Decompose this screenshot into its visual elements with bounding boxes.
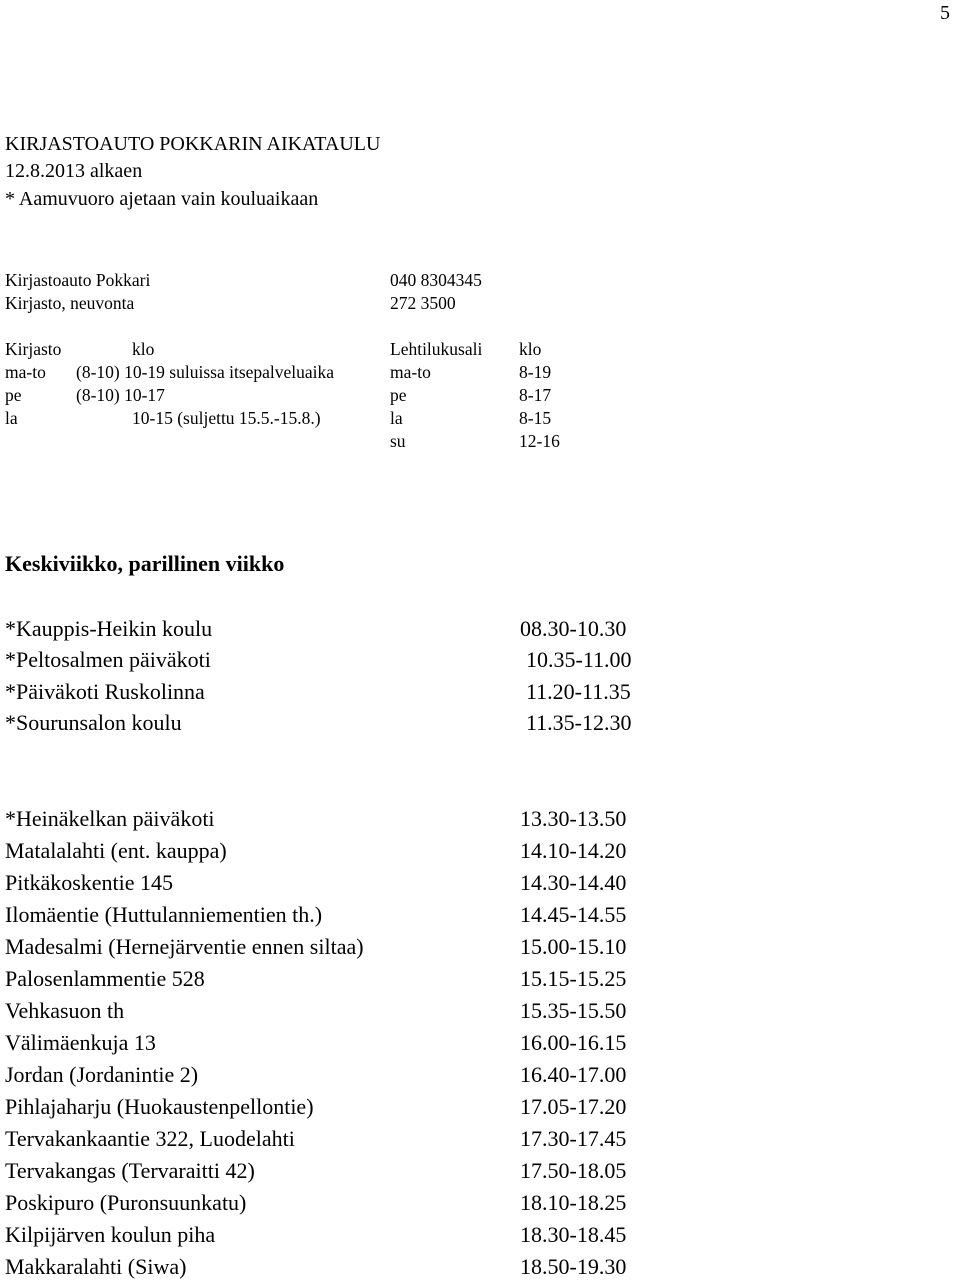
library-hours-day: pe <box>5 385 22 405</box>
stop-time: 15.00-15.10 <box>520 934 627 959</box>
stop-time: 17.05-17.20 <box>520 1094 627 1119</box>
reading-room-day: su <box>390 431 406 451</box>
library-hours-time: (8-10) 10-17 <box>76 385 165 405</box>
stop-place: Välimäenkuja 13 <box>5 1030 156 1055</box>
reading-room-day: pe <box>390 385 407 405</box>
stop-time: 14.10-14.20 <box>520 838 627 863</box>
library-hours-day: ma-to <box>5 362 46 382</box>
stop-place: *Sourunsalon koulu <box>5 710 182 735</box>
schedule-start-date: 12.8.2013 alkaen <box>5 160 143 182</box>
stop-place: Poskipuro (Puronsuunkatu) <box>5 1190 247 1215</box>
stop-place: Matalalahti (ent. kauppa) <box>5 838 227 863</box>
library-hours-time: (8-10) 10-19 suluissa itsepalveluaika <box>76 362 335 382</box>
stop-time: 15.35-15.50 <box>520 998 627 1023</box>
stop-time: 16.00-16.15 <box>520 1030 627 1055</box>
stop-place: Madesalmi (Hernejärventie ennen siltaa) <box>5 934 364 959</box>
stop-place: *Kauppis-Heikin koulu <box>5 616 213 641</box>
contact-name: Kirjastoauto Pokkari <box>5 270 151 290</box>
stop-place: Vehkasuon th <box>5 998 125 1023</box>
reading-room-time: 8-17 <box>519 385 552 405</box>
reading-room-time: 12-16 <box>519 431 560 451</box>
stop-place: Tervakangas (Tervaraitti 42) <box>5 1158 255 1183</box>
stop-place: Palosenlammentie 528 <box>5 966 205 991</box>
stop-place: Ilomäentie (Huttulanniementien th.) <box>5 902 323 927</box>
library-hours-heading: Kirjasto <box>5 339 62 359</box>
stop-time: 10.35-11.00 <box>526 647 632 672</box>
stop-time: 11.20-11.35 <box>526 679 631 704</box>
reading-room-klo-label: klo <box>519 339 542 359</box>
stop-time: 18.30-18.45 <box>520 1222 627 1247</box>
contact-phone: 272 3500 <box>390 293 456 313</box>
stop-time: 18.10-18.25 <box>520 1190 627 1215</box>
stop-time: 14.45-14.55 <box>520 902 627 927</box>
stop-time: 11.35-12.30 <box>526 710 632 735</box>
stop-time: 17.30-17.45 <box>520 1126 627 1151</box>
stop-time: 14.30-14.40 <box>520 870 627 895</box>
stop-time: 17.50-18.05 <box>520 1158 627 1183</box>
page-number: 5 <box>940 2 950 24</box>
stop-place: Kilpijärven koulun piha <box>5 1222 216 1247</box>
stop-place: Jordan (Jordanintie 2) <box>5 1062 199 1087</box>
library-hours-day: la <box>5 408 18 428</box>
reading-room-day: ma-to <box>390 362 431 382</box>
reading-room-day: la <box>390 408 403 428</box>
library-klo-label: klo <box>132 339 155 359</box>
reading-room-time: 8-19 <box>519 362 552 382</box>
stop-place: *Heinäkelkan päiväkoti <box>5 806 215 831</box>
stop-place: Makkaralahti (Siwa) <box>5 1254 187 1279</box>
stop-place: *Peltosalmen päiväkoti <box>5 647 211 672</box>
stop-place: *Päiväkoti Ruskolinna <box>5 679 205 704</box>
stop-time: 13.30-13.50 <box>520 806 627 831</box>
stop-time: 18.50-19.30 <box>520 1254 627 1279</box>
stop-place: Pihlajaharju (Huokaustenpellontie) <box>5 1094 314 1119</box>
stop-time: 15.15-15.25 <box>520 966 627 991</box>
contact-name: Kirjasto, neuvonta <box>5 293 135 313</box>
stop-time: 16.40-17.00 <box>520 1062 627 1087</box>
schedule-main-title: KIRJASTOAUTO POKKARIN AIKATAULU <box>5 133 381 155</box>
reading-room-heading: Lehtilukusali <box>390 339 483 359</box>
contact-phone: 040 8304345 <box>390 270 482 290</box>
stop-time: 08.30-10.30 <box>520 616 627 641</box>
morning-shift-note: * Aamuvuoro ajetaan vain kouluaikaan <box>5 188 319 210</box>
stop-place: Tervakankaantie 322, Luodelahti <box>5 1126 295 1151</box>
reading-room-time: 8-15 <box>519 408 552 428</box>
stop-place: Pitkäkoskentie 145 <box>5 870 174 895</box>
library-hours-time: 10-15 (suljettu 15.5.-15.8.) <box>132 408 321 428</box>
schedule-day-title: Keskiviikko, parillinen viikko <box>5 551 285 576</box>
